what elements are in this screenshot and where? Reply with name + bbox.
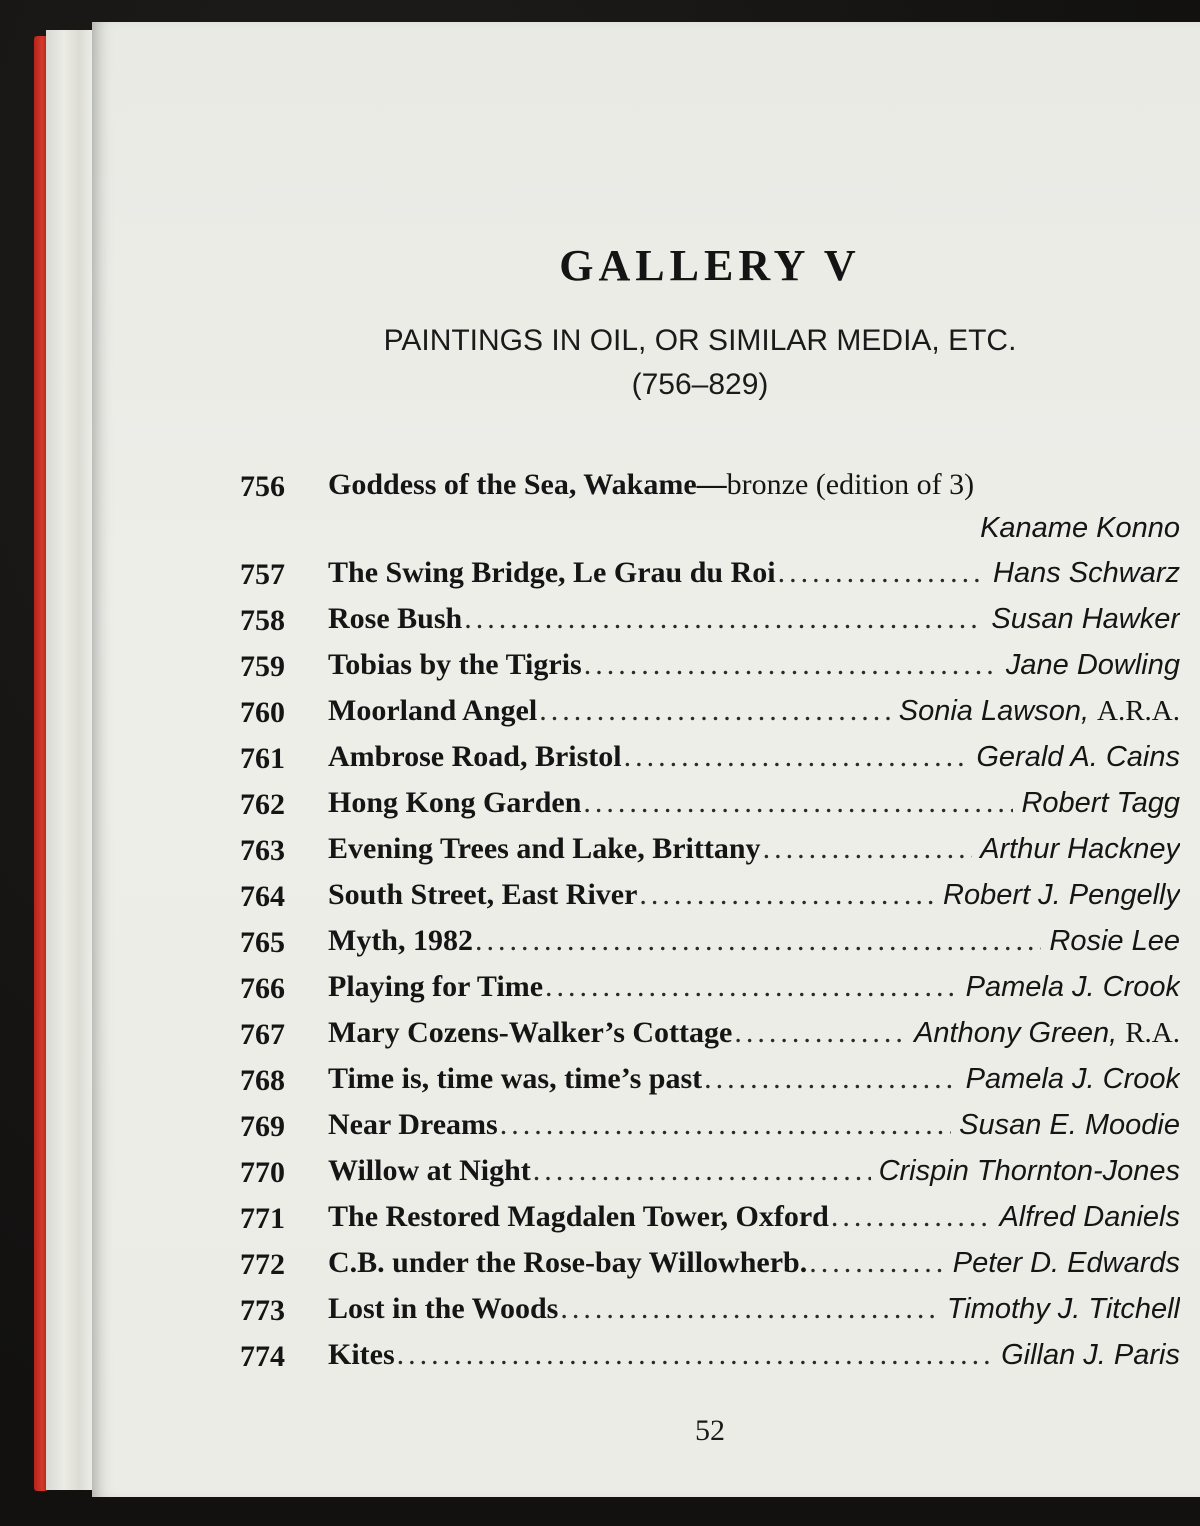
entry-title: Moorland Angel — [328, 694, 538, 727]
catalogue-entry — [240, 596, 1180, 642]
entry-artist: Crispin Thornton-Jones — [878, 1155, 1180, 1187]
catalogue-entry — [240, 1148, 1180, 1194]
entry-title: Kites — [328, 1338, 395, 1371]
entry-number: 762 — [240, 788, 285, 821]
entry-title: Tobias by the Tigris — [328, 648, 582, 681]
entry-artist: Kaname Konno — [980, 512, 1180, 544]
entry-number: 757 — [240, 558, 285, 591]
entry-number: 768 — [240, 1064, 285, 1097]
entry-artist: Robert Tagg — [1021, 787, 1180, 819]
catalogue-entry — [240, 642, 1180, 688]
entry-artist: Jane Dowling — [1005, 649, 1180, 681]
catalogue-entry — [240, 918, 1180, 964]
entry-artist: Timothy J. Titchell — [946, 1293, 1180, 1325]
dot-leader — [763, 832, 973, 866]
catalogue-entry — [240, 734, 1180, 780]
page-number: 52 — [695, 1414, 725, 1447]
dot-leader — [584, 648, 998, 682]
entry-title: South Street, East River — [328, 878, 638, 911]
entry-title: Myth, 1982 — [328, 924, 473, 957]
entry-number: 772 — [240, 1248, 285, 1281]
entry-honour: R.A. — [1125, 1017, 1180, 1049]
entry-artist: Peter D. Edwards — [952, 1247, 1180, 1279]
entry-title: Hong Kong Garden — [328, 786, 582, 819]
entry-number: 760 — [240, 696, 285, 729]
entry-artist: Arthur Hackney — [980, 833, 1180, 865]
dot-leader — [624, 740, 969, 774]
dot-leader — [809, 1246, 945, 1280]
catalogue-entry — [240, 1286, 1180, 1332]
entry-medium: bronze (edition of 3) — [726, 468, 975, 501]
dot-leader — [734, 1016, 906, 1050]
entry-artist: Sonia Lawson, — [898, 695, 1090, 727]
dot-leader — [704, 1062, 958, 1096]
entry-number: 765 — [240, 926, 285, 959]
entry-number: 766 — [240, 972, 285, 1005]
entry-artist: Hans Schwarz — [993, 557, 1180, 589]
entry-number: 764 — [240, 880, 285, 913]
catalogue-entries — [240, 462, 1180, 1378]
entry-title: Evening Trees and Lake, Brittany — [328, 832, 761, 865]
dot-leader — [539, 694, 891, 728]
entry-honour: A.R.A. — [1097, 695, 1180, 727]
entry-title: Playing for Time — [328, 970, 544, 1003]
entry-artist: Robert J. Pengelly — [943, 879, 1180, 911]
gallery-title: GALLERY V — [559, 241, 861, 290]
gallery-subtitle: PAINTINGS IN OIL, OR SIMILAR MEDIA, ETC. — [383, 324, 1017, 357]
entry-artist: Alfred Daniels — [999, 1201, 1180, 1233]
dot-leader — [545, 970, 958, 1004]
dot-leader — [464, 602, 983, 636]
catalogue-entry — [240, 1102, 1180, 1148]
catalogue-entry — [240, 1010, 1180, 1056]
entry-title: Rose Bush — [328, 602, 463, 635]
entry-number: 767 — [240, 1018, 285, 1051]
catalogue-entry — [240, 688, 1180, 734]
entry-number: 763 — [240, 834, 285, 867]
dot-leader — [560, 1292, 938, 1326]
dot-leader — [639, 878, 935, 912]
catalogue-entry — [240, 826, 1180, 872]
catalogue-entry — [240, 964, 1180, 1010]
entry-title: Time is, time was, time’s past — [328, 1062, 703, 1095]
catalogue-number-range: (756–829) — [631, 368, 769, 401]
entry-title: Willow at Night — [328, 1154, 531, 1187]
entry-number: 771 — [240, 1202, 285, 1235]
entry-artist: Pamela J. Crook — [965, 971, 1180, 1003]
entry-title: Goddess of the Sea, Wakame—bronze (edition of 3) — [328, 468, 975, 501]
entry-number: 774 — [240, 1340, 285, 1373]
catalogue-entry — [240, 1240, 1180, 1286]
entry-artist: Anthony Green, — [914, 1017, 1118, 1049]
entry-title: The Swing Bridge, Le Grau du Roi — [328, 556, 776, 589]
entry-title: The Restored Magdalen Tower, Oxford — [328, 1200, 829, 1233]
entry-title: Lost in the Woods — [328, 1292, 559, 1325]
dot-leader — [778, 556, 985, 590]
entry-number: 756 — [240, 470, 285, 503]
catalogue-entry — [240, 462, 1180, 550]
catalogue-entry — [240, 780, 1180, 826]
entry-artist: Susan Hawker — [991, 603, 1180, 635]
entry-number: 769 — [240, 1110, 285, 1143]
entry-title: Ambrose Road, Bristol — [328, 740, 622, 773]
entry-number: 773 — [240, 1294, 285, 1327]
entry-artist: Pamela J. Crook — [965, 1063, 1180, 1095]
dot-leader — [533, 1154, 871, 1188]
entry-artist: Susan E. Moodie — [959, 1109, 1180, 1141]
catalogue-entry — [240, 1194, 1180, 1240]
dot-leader — [831, 1200, 992, 1234]
entry-number: 758 — [240, 604, 285, 637]
entry-title: Mary Cozens-Walker’s Cottage — [328, 1016, 733, 1049]
catalogue-entry — [240, 550, 1180, 596]
catalogue-entry — [240, 872, 1180, 918]
entry-artist: Rosie Lee — [1049, 925, 1180, 957]
entry-number: 761 — [240, 742, 285, 775]
entry-title: Near Dreams — [328, 1108, 498, 1141]
dot-leader — [500, 1108, 951, 1142]
entry-artist: Gillan J. Paris — [1001, 1339, 1180, 1371]
dot-leader — [475, 924, 1041, 958]
catalogue-entry — [240, 1056, 1180, 1102]
entry-artist: Gerald A. Cains — [976, 741, 1180, 773]
catalogue-entry — [240, 1332, 1180, 1378]
entry-title: C.B. under the Rose-bay Willowherb. — [328, 1246, 808, 1279]
dot-leader — [397, 1338, 993, 1372]
entry-number: 759 — [240, 650, 285, 683]
dot-leader — [583, 786, 1013, 820]
entry-number: 770 — [240, 1156, 285, 1189]
